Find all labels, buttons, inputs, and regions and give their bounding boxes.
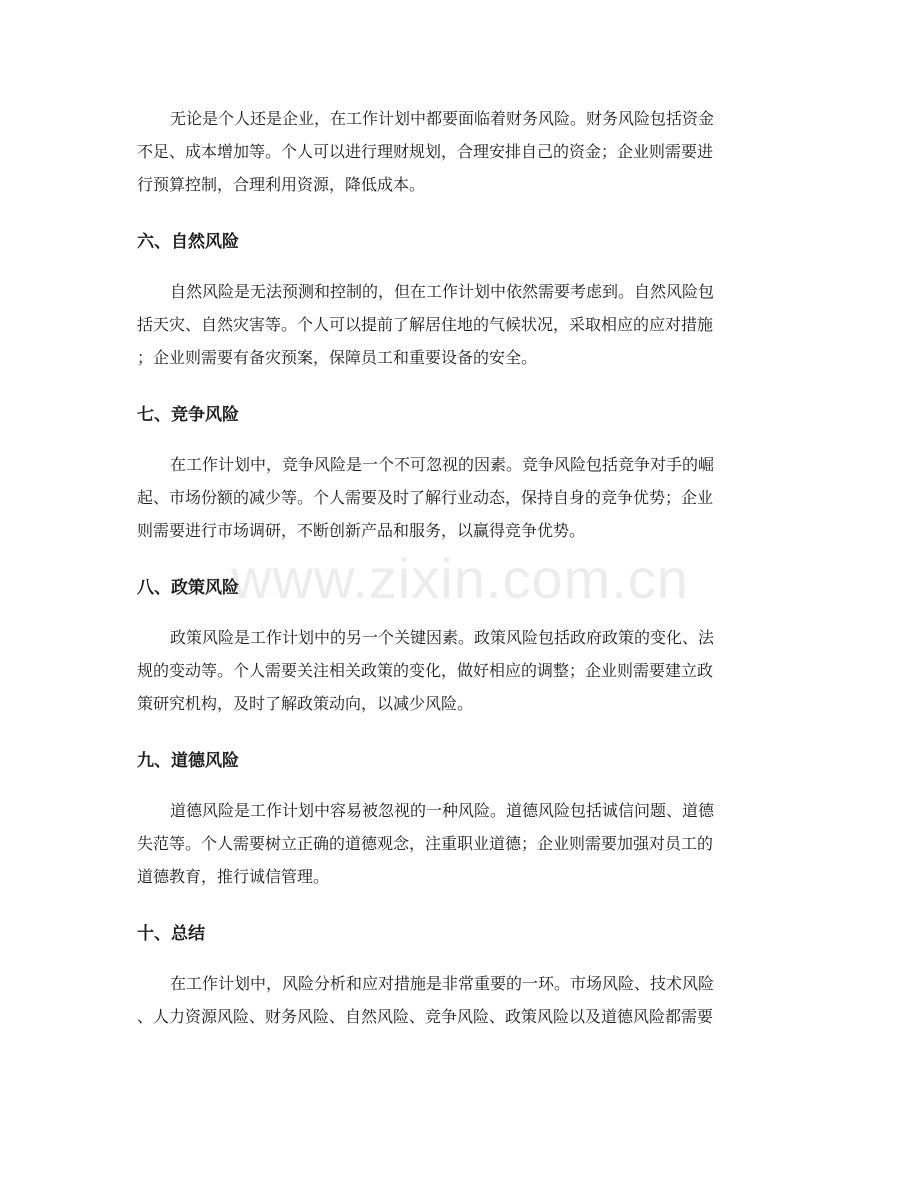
paragraph-line: 行预算控制，合理利用资源，降低成本。 <box>137 175 426 194</box>
section-heading-summary: 十、总结 <box>137 924 205 944</box>
paragraph-line: 无论是个人还是企业，在工作计划中都要面临着财务风险。财务风险包括资金 <box>170 109 715 128</box>
paragraph-line: 不足、成本增加等。个人可以进行理财规划，合理安排自己的资金；企业则需要进 <box>137 142 714 161</box>
intro-paragraph <box>137 102 797 201</box>
paragraph-line: 失范等。个人需要树立正确的道德观念，注重职业道德；企业则需要加强对员工的 <box>137 834 714 853</box>
watermark: www.zixin.com.cn <box>231 547 689 610</box>
paragraph-line: 在工作计划中，竞争风险是一个不可忽视的因素。竞争风险包括竞争对手的崛 <box>170 455 715 474</box>
section-heading-moral-risk: 九、道德风险 <box>137 751 239 771</box>
paragraph-line: 规的变动等。个人需要关注相关政策的变化，做好相应的调整；企业则需要建立政 <box>137 661 714 680</box>
paragraph-line: 政策风险是工作计划中的另一个关键因素。政策风险包括政府政策的变化、法 <box>170 628 715 647</box>
paragraph-line: 括天灾、自然灾害等。个人可以提前了解居住地的气候状况，采取相应的应对措施 <box>137 315 714 334</box>
paragraph-line: 道德风险是工作计划中容易被忽视的一种风险。道德风险包括诚信问题、道德 <box>170 801 715 820</box>
section-paragraph-summary <box>137 967 797 1033</box>
paragraph-line: 道德教育，推行诚信管理。 <box>137 867 330 886</box>
section-paragraph-competition-risk <box>137 448 797 547</box>
paragraph-line: 起、市场份额的减少等。个人需要及时了解行业动态，保持自身的竞争优势；企业 <box>137 488 714 507</box>
paragraph-line: ；企业则需要有备灾预案，保障员工和重要设备的安全。 <box>137 348 538 367</box>
section-paragraph-policy-risk <box>137 621 797 720</box>
section-paragraph-moral-risk <box>137 794 797 893</box>
paragraph-line: 在工作计划中，风险分析和应对措施是非常重要的一环。市场风险、技术风险 <box>170 974 715 993</box>
paragraph-line: 自然风险是无法预测和控制的，但在工作计划中依然需要考虑到。自然风险包 <box>170 282 715 301</box>
paragraph-line: 策研究机构，及时了解政策动向，以减少风险。 <box>137 694 474 713</box>
paragraph-line: 、人力资源风险、财务风险、自然风险、竞争风险、政策风险以及道德风险都需要 <box>137 1007 714 1026</box>
section-heading-policy-risk: 八、政策风险 <box>137 578 239 598</box>
section-heading-natural-risk: 六、自然风险 <box>137 232 239 252</box>
section-paragraph-natural-risk <box>137 275 797 374</box>
section-heading-competition-risk: 七、竞争风险 <box>137 405 239 425</box>
paragraph-line: 则需要进行市场调研，不断创新产品和服务，以赢得竞争优势。 <box>137 521 586 540</box>
